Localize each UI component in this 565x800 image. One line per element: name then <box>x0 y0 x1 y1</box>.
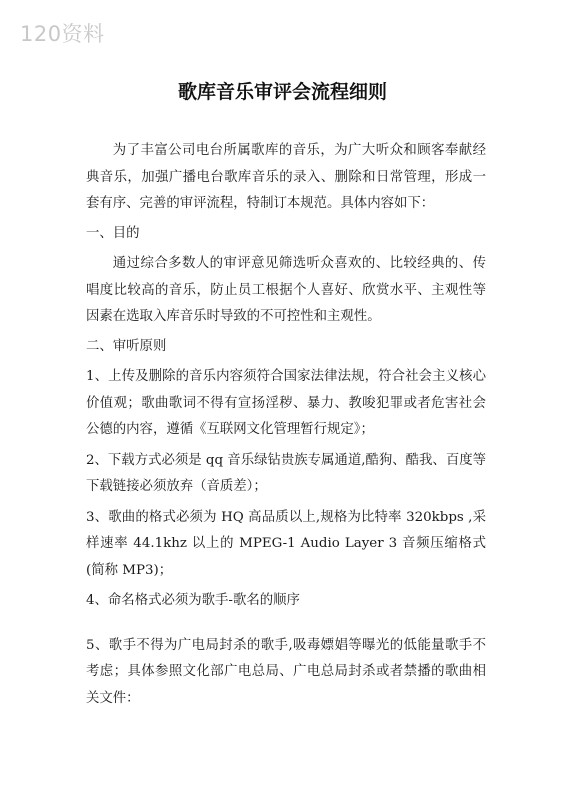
document-title: 歌库音乐审评会流程细则 <box>177 81 387 103</box>
section-1-paragraph: 通过综合多数人的审评意见筛选听众喜欢的、比较经典的、传唱度比较高的音乐，防止员工根据个人喜好、欣赏水平、主观性等因素在选取入库音乐时导致的不可控性和主观性。 <box>86 256 486 324</box>
rule-item-1: 1、上传及删除的音乐内容须符合国家法律法规，符合社会主义核心价值观；歌曲歌词不得有宣扬淫秽、暴力、教唆犯罪或者危害社会公德的内容，遵循《互联网文化管理暂行规定》； <box>86 369 486 437</box>
rule-item-4: 4、命名格式必须为歌手-歌名的顺序 <box>86 593 300 608</box>
section-1-heading: 一、目的 <box>86 225 140 241</box>
document-body <box>86 138 486 712</box>
rule-item-5: 5、歌手不得为广电局封杀的歌手,吸毒嫖娼等曝光的低能量歌手不考虑；具体参照文化部广电总局、广电总局封杀或者禁播的歌曲相关文件： <box>86 637 486 706</box>
rule-item-2: 2、下载方式必须是 qq 音乐绿钻贵族专属通道,酷狗、酷我、百度等下载链接必须放弃（音质差）； <box>86 452 486 494</box>
intro-paragraph: 为了丰富公司电台所属歌库的音乐，为广大听众和顾客奉献经典音乐，加强广播电台歌库音乐的录入、删除和日常管理，形成一套有序、完善的审评流程，特制订本规范。具体内容如下： <box>86 143 486 211</box>
section-2-heading: 二、审听原则 <box>86 338 167 354</box>
watermark-text: 120资料 <box>20 22 105 46</box>
rule-item-3: 3、歌曲的格式必须为 HQ 高品质以上,规格为比特率 320kbps ,采样速率 44.1khz 以上的 MPEG-1 Audio Layer 3 音频压缩格式(简称 MP3)； <box>86 509 486 578</box>
